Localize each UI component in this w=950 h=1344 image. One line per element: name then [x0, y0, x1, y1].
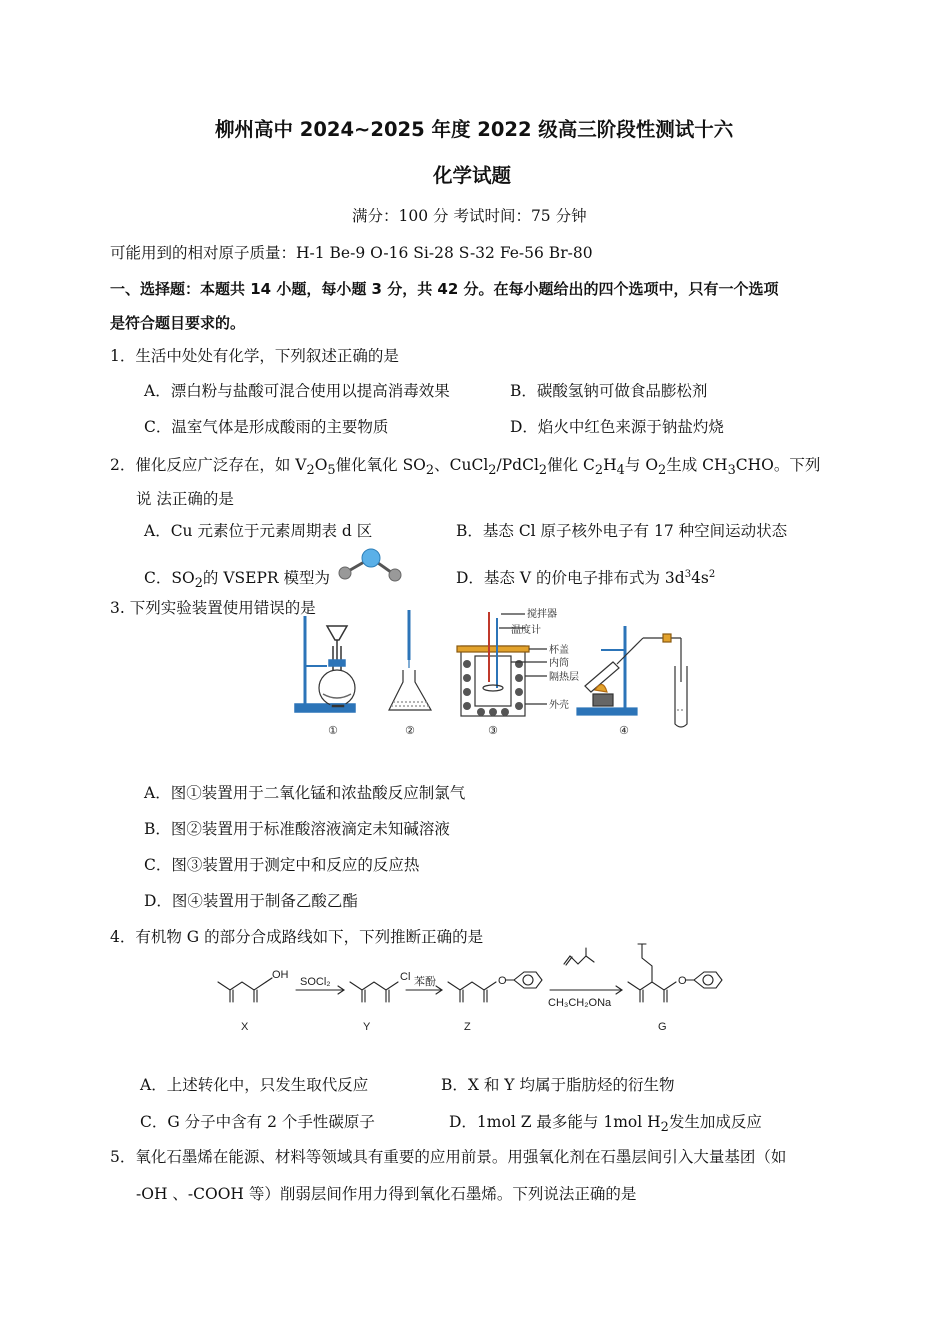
q1-option-c: C．温室气体是形成酸雨的主要物质: [144, 418, 389, 436]
q3-option-a: A．图①装置用于二氧化锰和浓盐酸反应制氯气: [144, 784, 466, 802]
subject-title: 化学试题: [433, 164, 512, 187]
q4-option-b: B．X 和 Y 均属于脂肪烃的衍生物: [441, 1076, 675, 1094]
x-hydroxyl-label: OH: [272, 969, 289, 981]
compound-g-label: G: [658, 1021, 667, 1033]
fig3-label-shell: 外壳: [549, 700, 569, 711]
q3-option-d: D．图④装置用于制备乙酸乙酯: [144, 892, 358, 910]
apparatus-4: [577, 626, 687, 727]
reagent-socl2: SOCl₂: [300, 976, 331, 988]
fig3-label-stirrer: 搅拌器: [527, 609, 557, 620]
compound-x-label: X: [241, 1021, 249, 1033]
apparatus-1: [295, 616, 355, 712]
reagent-phenol: 苯酚: [414, 976, 436, 988]
q1-option-b: B．碳酸氢钠可做食品膨松剂: [510, 382, 708, 400]
q3-option-c: C．图③装置用于测定中和反应的反应热: [144, 856, 420, 874]
figure-label-4: ④: [619, 725, 629, 737]
fig3-label-thermometer: 温度计: [511, 625, 541, 636]
y-chlorine-label: Cl: [400, 971, 411, 983]
fig3-label-insulation: 隔热层: [549, 672, 579, 683]
question-4-stem: 4．有机物 G 的部分合成路线如下，下列推断正确的是: [110, 928, 484, 946]
question-2-stem: 2．催化反应广泛存在，如 $V_2O_5$催化氧化 $SO_2$、CuCl$_2$/PdCl$_2$催化 $C_2H_4$与 $O_2$生成 $CH_3CHO$。下列: [110, 456, 821, 479]
fig3-label-lid: 杯盖: [549, 645, 569, 656]
question-5-stem: 5．氧化石墨烯在能源、材料等领域具有重要的应用前景。用强氧化剂在石墨层间引入大量基团（如: [110, 1148, 787, 1166]
figure-label-1: ①: [328, 725, 338, 737]
synthesis-scheme: [210, 940, 750, 1040]
z-oxygen-label: O: [498, 975, 507, 987]
q2-option-b: B．基态 Cl 原子核外电子有 17 种空间运动状态: [456, 522, 788, 540]
q2-option-a: A．Cu 元素位于元素周期表 d 区: [144, 522, 373, 540]
q4-option-a: A．上述转化中，只发生取代反应: [140, 1076, 369, 1094]
g-oxygen-label: O: [678, 975, 687, 987]
apparatus-figure: [285, 606, 705, 741]
exam-meta: 满分：100 分 考试时间：75 分钟: [352, 207, 587, 225]
q1-option-d: D．焰火中红色来源于钠盐灼烧: [510, 418, 724, 436]
compound-z-label: Z: [464, 1021, 471, 1033]
section-heading-cont: 是符合题目要求的。: [110, 314, 246, 332]
q4-option-d: D．1mol Z 最多能与 1mol $H_2$发生加成反应: [449, 1113, 762, 1136]
exam-title: 柳州高中 2024~2025 年度 2022 级高三阶段性测试十六: [215, 118, 734, 141]
q3-option-b: B．图②装置用于标准酸溶液滴定未知碱溶液: [144, 820, 450, 838]
figure-label-2: ②: [405, 725, 415, 737]
question-5-stem-cont: -OH 、-COOH 等）削弱层间作用力得到氧化石墨烯。下列说法正确的是: [136, 1185, 637, 1203]
question-1-stem: 1．生活中处处有化学，下列叙述正确的是: [110, 347, 399, 365]
question-2-stem-cont: 说 法正确的是: [136, 490, 234, 508]
compound-y-label: Y: [363, 1021, 371, 1033]
q4-option-c: C．G 分子中含有 2 个手性碳原子: [140, 1113, 375, 1131]
figure-label-3: ③: [488, 725, 498, 737]
reagent-base: CH₃CH₂ONa: [548, 997, 612, 1009]
atomic-masses: 可能用到的相对原子质量：H-1 Be-9 O-16 Si-28 S-32 Fe-56 Br-80: [110, 244, 593, 262]
question-3-stem: 3. 下列实验装置使用错误的是: [110, 599, 316, 617]
q1-option-a: A．漂白粉与盐酸可混合使用以提高消毒效果: [144, 382, 450, 400]
section-heading: 一、选择题：本题共 14 小题，每小题 3 分，共 42 分。在每小题给出的四个选项中，只有一个选项: [110, 280, 779, 298]
fig3-label-inner: 内筒: [549, 658, 569, 669]
q2-option-c: C．$SO_2$的 VSEPR 模型为: [144, 569, 330, 592]
apparatus-2: [389, 610, 431, 710]
q2-option-d: D．基态 V 的价电子排布式为 $3d^34s^2$: [456, 568, 716, 587]
bent-molecule-icon: [335, 548, 407, 584]
